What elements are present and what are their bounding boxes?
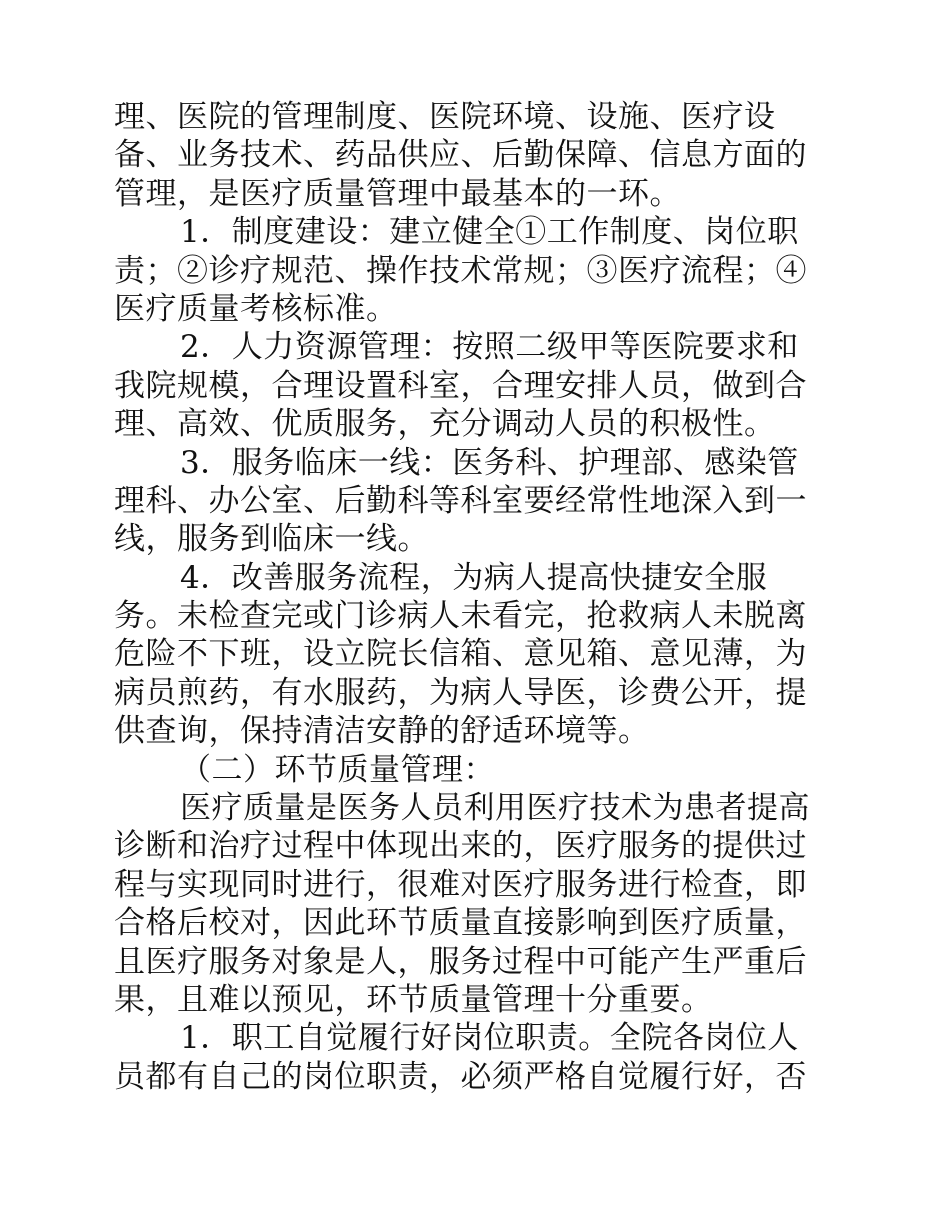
body-text (114, 98, 830, 1096)
text-line: 供查询，保持清洁安静的舒适环境等。 (114, 713, 650, 750)
text-line: 管理，是医疗质量管理中最基本的一环。 (114, 175, 681, 212)
text-line: 理科、办公室、后勤科等科室要经常性地深入到一 (114, 482, 807, 519)
text-line: 理、高效、优质服务，充分调动人员的积极性。 (114, 406, 776, 443)
text-line: 3．服务临床一线：医务科、护理部、感染管 (180, 444, 799, 481)
text-line: 4．改善服务流程，为病人提高快捷安全服 (180, 559, 768, 596)
text-line: 诊断和治疗过程中体现出来的，医疗服务的提供过 (114, 828, 807, 865)
text-line: 理、医院的管理制度、医院环境、设施、医疗设 (114, 99, 776, 135)
text-line: 2．人力资源管理：按照二级甲等医院要求和 (180, 329, 799, 366)
text-line: 程与实现同时进行，很难对医疗服务进行检查，即 (114, 866, 807, 903)
text-line: 危险不下班，设立院长信箱、意见箱、意见薄，为 (114, 636, 807, 673)
text-line: 合格后校对，因此环节质量直接影响到医疗质量， (114, 905, 807, 942)
text-line: 我院规模，合理设置科室，合理安排人员，做到合 (114, 367, 807, 404)
text-line: 医疗质量考核标准。 (114, 290, 398, 327)
text-line: 病员煎药，有水服药，为病人导医，诊费公开，提 (114, 674, 807, 711)
text-line: 员都有自己的岗位职责，必须严格自觉履行好，否 (114, 1058, 807, 1095)
section-heading: （二）环节质量管理： (180, 751, 495, 788)
text-line: 医疗质量是医务人员利用医疗技术为患者提高 (180, 790, 810, 827)
text-line: 1．制度建设：建立健全①工作制度、岗位职 (180, 214, 799, 251)
text-line: 1．职工自觉履行好岗位职责。全院各岗位人 (180, 1020, 799, 1057)
text-line: 且医疗服务对象是人，服务过程中可能产生严重后 (114, 943, 807, 980)
text-line: 线，服务到临床一线。 (114, 521, 429, 558)
text-line: 责；②诊疗规范、操作技术常规；③医疗流程；④ (114, 252, 807, 289)
text-line: 务。未检查完或门诊病人未看完，抢救病人未脱离 (114, 598, 807, 635)
text-line: 果，且难以预见，环节质量管理十分重要。 (114, 981, 713, 1018)
text-line: 备、业务技术、药品供应、后勤保障、信息方面的 (114, 137, 807, 174)
